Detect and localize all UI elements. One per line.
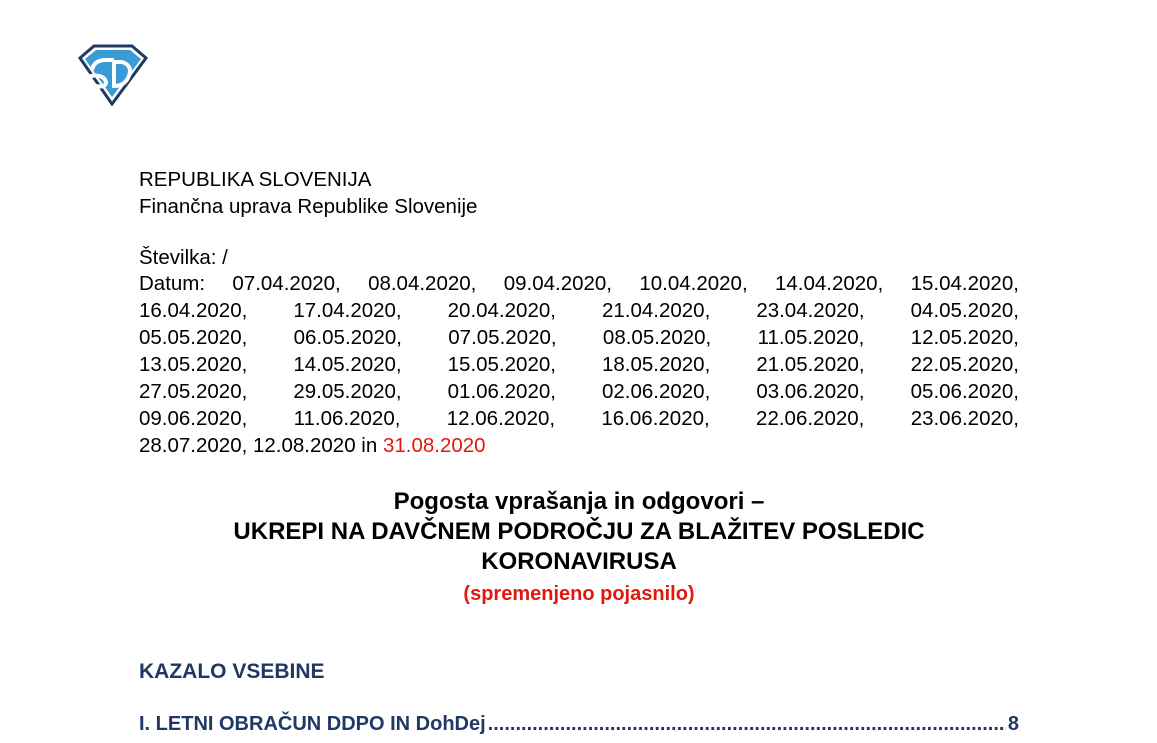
date-item: 15.04.2020, xyxy=(910,272,1019,295)
date-item: 08.04.2020, xyxy=(368,272,477,295)
date-item: 23.04.2020, xyxy=(756,299,865,322)
date-line xyxy=(139,351,1019,378)
date-item: 20.04.2020, xyxy=(447,299,556,322)
document-title xyxy=(139,487,1019,577)
header-line-1: REPUBLIKA SLOVENIJA xyxy=(139,168,372,191)
header-line-2: Finančna uprava Republike Slovenije xyxy=(139,195,478,218)
date-item: 12.05.2020, xyxy=(910,326,1019,349)
date-item: 08.05.2020, xyxy=(602,326,712,349)
date-line xyxy=(139,297,1019,324)
date-item: 16.06.2020, xyxy=(601,407,710,430)
date-item: 02.06.2020, xyxy=(601,380,711,403)
date-block xyxy=(139,270,1019,459)
date-line-last xyxy=(139,432,1019,459)
date-item: 17.04.2020, xyxy=(293,299,402,322)
date-item: 11.05.2020, xyxy=(757,326,865,349)
date-item: 06.05.2020, xyxy=(293,326,402,349)
toc-entry-label: I. LETNI OBRAČUN DDPO IN DohDej xyxy=(139,713,486,735)
document-subtitle: (spremenjeno pojasnilo) xyxy=(463,583,695,605)
date-item: 22.05.2020, xyxy=(910,353,1019,376)
date-item: 03.06.2020, xyxy=(756,380,865,403)
date-label: Datum: xyxy=(139,272,206,295)
date-item: 21.05.2020, xyxy=(756,353,865,376)
date-item: 16.04.2020, xyxy=(139,299,248,322)
date-line xyxy=(139,378,1019,405)
title-line-1: Pogosta vprašanja in odgovori – xyxy=(393,488,765,515)
title-line-2: UKREPI NA DAVČNEM PODROČJU ZA BLAŽITEV POSLEDIC xyxy=(233,518,925,545)
date-item: 01.06.2020, xyxy=(447,380,556,403)
date-item: 18.05.2020, xyxy=(601,353,711,376)
date-item: 05.05.2020, xyxy=(139,326,248,349)
document-header xyxy=(139,166,477,220)
fu-logo xyxy=(76,44,148,106)
date-last-items: 28.07.2020, 12.08.2020 in xyxy=(139,434,378,457)
date-item: 07.04.2020, xyxy=(232,272,341,295)
date-latest: 31.08.2020 xyxy=(382,434,486,457)
number-line: Številka: / xyxy=(139,246,228,269)
date-item: 15.05.2020, xyxy=(447,353,556,376)
date-item: 09.04.2020, xyxy=(503,272,612,295)
date-item: 13.05.2020, xyxy=(139,353,248,376)
date-item: 27.05.2020, xyxy=(139,380,248,403)
date-item: 11.06.2020, xyxy=(293,407,401,430)
date-line xyxy=(139,405,1019,432)
date-line xyxy=(139,270,1019,297)
toc-dot-leader xyxy=(488,713,1006,736)
toc-entry[interactable] xyxy=(139,713,1019,736)
date-item: 22.06.2020, xyxy=(756,407,865,430)
toc-entry-page: 8 xyxy=(1007,713,1019,735)
date-item: 21.04.2020, xyxy=(601,299,711,322)
title-line-3: KORONAVIRUSA xyxy=(481,548,677,575)
date-item: 14.05.2020, xyxy=(293,353,402,376)
date-item: 23.06.2020, xyxy=(910,407,1019,430)
date-item: 29.05.2020, xyxy=(293,380,402,403)
date-item: 12.06.2020, xyxy=(446,407,556,430)
date-item: 09.06.2020, xyxy=(139,407,248,430)
date-item: 04.05.2020, xyxy=(910,299,1019,322)
date-item: 10.04.2020, xyxy=(639,272,748,295)
date-item: 07.05.2020, xyxy=(448,326,557,349)
date-line xyxy=(139,324,1019,351)
date-item: 14.04.2020, xyxy=(774,272,884,295)
toc-heading: KAZALO VSEBINE xyxy=(139,660,325,683)
date-item: 05.06.2020, xyxy=(910,380,1019,403)
